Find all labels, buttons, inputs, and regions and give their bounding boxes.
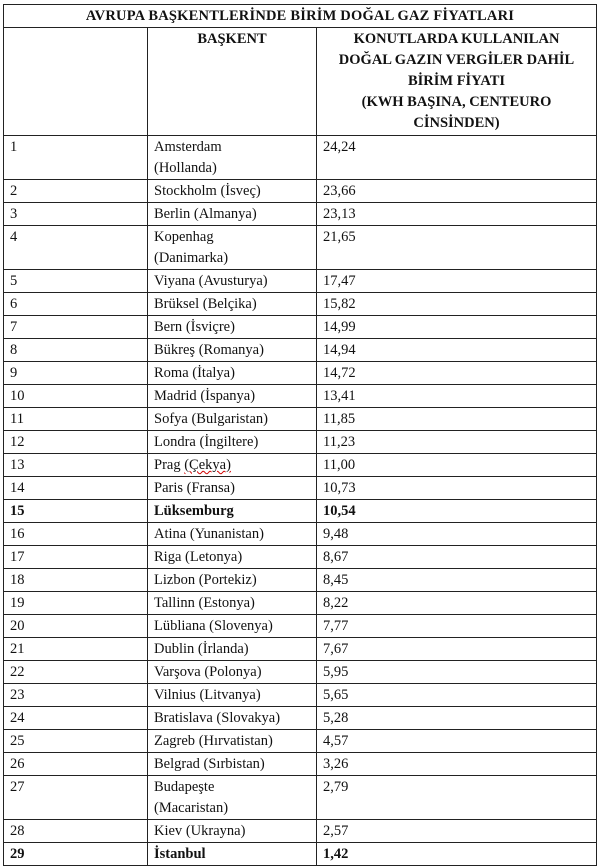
price-cell: 8,67: [317, 546, 597, 569]
capital-cell: [148, 776, 317, 820]
capital-cell: [148, 820, 317, 843]
country-name: (İsviçre): [185, 319, 235, 335]
rank-cell: 25: [4, 730, 148, 753]
capital-name: Bratislava: [154, 710, 213, 726]
capital-cell: [148, 339, 317, 362]
country-name: (İrlanda): [197, 641, 249, 657]
capital-name: Roma: [154, 365, 189, 381]
capital-cell: [148, 592, 317, 615]
capital-cell: [148, 753, 317, 776]
header-row: [4, 28, 597, 136]
capital-name: Bükreş: [154, 342, 196, 358]
price-cell: 11,85: [317, 408, 597, 431]
capital-cell: [148, 431, 317, 454]
table-row: [4, 339, 597, 362]
price-cell: 7,67: [317, 638, 597, 661]
table-row: [4, 316, 597, 339]
table-row: [4, 203, 597, 226]
gas-price-table: [3, 4, 597, 866]
country-name: (Slovakya): [216, 710, 281, 726]
capital-name: Lüksemburg: [154, 503, 234, 519]
header-price-line: (KWH BAŞINA, CENTEURO: [361, 94, 552, 110]
price-cell: 14,94: [317, 339, 597, 362]
capital-cell: [148, 270, 317, 293]
table-body: [4, 136, 597, 866]
header-capital: BAŞKENT: [148, 28, 317, 136]
price-cell: 2,57: [317, 820, 597, 843]
header-price-line: DOĞAL GAZIN VERGİLER DAHİL: [338, 52, 575, 68]
rank-cell: 29: [4, 843, 148, 866]
price-cell: 9,48: [317, 523, 597, 546]
capital-cell: [148, 638, 317, 661]
capital-cell: [148, 477, 317, 500]
price-cell: 5,65: [317, 684, 597, 707]
country-name: (Almanya): [193, 206, 257, 222]
table-row: [4, 500, 597, 523]
capital-cell: [148, 615, 317, 638]
capital-name: Riga: [154, 549, 182, 565]
rank-cell: 22: [4, 661, 148, 684]
capital-cell: [148, 500, 317, 523]
rank-cell: 18: [4, 569, 148, 592]
rank-cell: 19: [4, 592, 148, 615]
price-cell: 3,26: [317, 753, 597, 776]
country-name: (Hırvatistan): [198, 733, 273, 749]
capital-cell: [148, 523, 317, 546]
rank-cell: 12: [4, 431, 148, 454]
capital-name: Lizbon: [154, 572, 196, 588]
capital-name: Lübliana: [154, 618, 206, 634]
rank-cell: 3: [4, 203, 148, 226]
table-row: [4, 226, 597, 270]
country-name: (Çekya): [184, 457, 231, 473]
capital-name: Varşova: [154, 664, 201, 680]
table-row: [4, 546, 597, 569]
capital-name: Atina: [154, 526, 187, 542]
country-name: (Fransa): [186, 480, 235, 496]
table-row: [4, 843, 597, 866]
price-cell: 1,42: [317, 843, 597, 866]
price-cell: 13,41: [317, 385, 597, 408]
table-title: AVRUPA BAŞKENTLERİNDE BİRİM DOĞAL GAZ FİYATLARI: [4, 5, 597, 28]
capital-cell: [148, 408, 317, 431]
table-row: [4, 270, 597, 293]
rank-cell: 24: [4, 707, 148, 730]
capital-name: Berlin: [154, 206, 191, 222]
capital-name: Madrid: [154, 388, 197, 404]
price-cell: 5,95: [317, 661, 597, 684]
price-cell: 4,57: [317, 730, 597, 753]
country-name: (Sırbistan): [203, 756, 265, 772]
country-name: (İspanya): [200, 388, 256, 404]
country-name: (Slovenya): [209, 618, 273, 634]
country-name: (Avusturya): [198, 273, 268, 289]
table-row: [4, 684, 597, 707]
price-cell: 5,28: [317, 707, 597, 730]
capital-name: Kiev: [154, 823, 183, 839]
table-row: [4, 730, 597, 753]
table-row: [4, 431, 597, 454]
capital-cell: [148, 454, 317, 477]
capital-cell: [148, 180, 317, 203]
rank-cell: 15: [4, 500, 148, 523]
capital-cell: [148, 730, 317, 753]
rank-cell: 2: [4, 180, 148, 203]
price-cell: 11,23: [317, 431, 597, 454]
price-cell: 14,99: [317, 316, 597, 339]
country-name: (Estonya): [198, 595, 255, 611]
country-name: (Romanya): [198, 342, 264, 358]
rank-cell: 7: [4, 316, 148, 339]
header-price: [317, 28, 597, 136]
rank-cell: 23: [4, 684, 148, 707]
country-name: (Yunanistan): [189, 526, 264, 542]
header-price-line: KONUTLARDA KULLANILAN: [353, 31, 560, 47]
rank-cell: 26: [4, 753, 148, 776]
table-row: [4, 136, 597, 180]
capital-cell: [148, 569, 317, 592]
price-cell: 24,24: [317, 136, 597, 180]
price-cell: 21,65: [317, 226, 597, 270]
price-cell: 8,22: [317, 592, 597, 615]
rank-cell: 5: [4, 270, 148, 293]
rank-cell: 17: [4, 546, 148, 569]
country-name: (Belçika): [202, 296, 257, 312]
capital-cell: [148, 203, 317, 226]
capital-name: Budapeşte: [154, 779, 215, 795]
table-row: [4, 753, 597, 776]
capital-cell: [148, 684, 317, 707]
table-row: [4, 180, 597, 203]
price-cell: 10,73: [317, 477, 597, 500]
price-cell: 11,00: [317, 454, 597, 477]
rank-cell: 27: [4, 776, 148, 820]
capital-cell: [148, 226, 317, 270]
price-cell: 10,54: [317, 500, 597, 523]
rank-cell: 1: [4, 136, 148, 180]
price-cell: 2,79: [317, 776, 597, 820]
country-name: (Ukrayna): [185, 823, 246, 839]
capital-cell: [148, 661, 317, 684]
country-name: (Macaristan): [154, 800, 229, 816]
table-row: [4, 454, 597, 477]
capital-name: İstanbul: [154, 846, 206, 862]
capital-cell: [148, 362, 317, 385]
price-cell: 14,72: [317, 362, 597, 385]
price-cell: 8,45: [317, 569, 597, 592]
capital-cell: [148, 316, 317, 339]
capital-cell: [148, 843, 317, 866]
price-cell: 23,13: [317, 203, 597, 226]
country-name: (Danimarka): [154, 250, 229, 266]
rank-cell: 9: [4, 362, 148, 385]
table-row: [4, 293, 597, 316]
capital-name: Zagreb: [154, 733, 196, 749]
capital-name: Londra: [154, 434, 196, 450]
capital-name: Kopenhag: [154, 229, 214, 245]
capital-name: Dublin: [154, 641, 195, 657]
country-name: (İngiltere): [199, 434, 259, 450]
capital-name: Stockholm: [154, 183, 217, 199]
price-cell: 7,77: [317, 615, 597, 638]
rank-cell: 11: [4, 408, 148, 431]
country-name: (Letonya): [185, 549, 243, 565]
table-row: [4, 362, 597, 385]
country-name: (Portekiz): [198, 572, 257, 588]
document-page: [3, 4, 597, 866]
price-cell: 17,47: [317, 270, 597, 293]
rank-cell: 16: [4, 523, 148, 546]
capital-cell: [148, 293, 317, 316]
table-row: [4, 661, 597, 684]
header-price-line: CİNSİNDEN): [413, 115, 500, 131]
capital-name: Viyana: [154, 273, 196, 289]
table-row: [4, 523, 597, 546]
capital-cell: [148, 546, 317, 569]
header-rank: [4, 28, 148, 136]
country-name: (Bulgaristan): [191, 411, 268, 427]
country-name: (İtalya): [192, 365, 235, 381]
table-row: [4, 385, 597, 408]
capital-cell: [148, 707, 317, 730]
rank-cell: 4: [4, 226, 148, 270]
rank-cell: 14: [4, 477, 148, 500]
capital-cell: [148, 385, 317, 408]
capital-name: Belgrad: [154, 756, 200, 772]
table-row: [4, 615, 597, 638]
table-row: [4, 707, 597, 730]
price-cell: 23,66: [317, 180, 597, 203]
capital-name: Brüksel: [154, 296, 200, 312]
table-row: [4, 592, 597, 615]
rank-cell: 13: [4, 454, 148, 477]
country-name: (İsveç): [220, 183, 261, 199]
rank-cell: 10: [4, 385, 148, 408]
country-name: (Polonya): [204, 664, 262, 680]
table-row: [4, 638, 597, 661]
capital-name: Prag: [154, 457, 181, 473]
country-name: (Litvanya): [199, 687, 261, 703]
price-cell: 15,82: [317, 293, 597, 316]
capital-name: Tallinn: [154, 595, 195, 611]
capital-cell: [148, 136, 317, 180]
capital-name: Bern: [154, 319, 183, 335]
rank-cell: 6: [4, 293, 148, 316]
rank-cell: 20: [4, 615, 148, 638]
capital-name: Vilnius: [154, 687, 196, 703]
table-row: [4, 776, 597, 820]
rank-cell: 28: [4, 820, 148, 843]
table-row: [4, 569, 597, 592]
capital-name: Sofya: [154, 411, 188, 427]
header-price-line: BİRİM FİYATI: [407, 73, 506, 89]
country-name: (Hollanda): [154, 160, 217, 176]
table-row: [4, 477, 597, 500]
table-row: [4, 820, 597, 843]
rank-cell: 8: [4, 339, 148, 362]
capital-name: Amsterdam: [154, 139, 222, 155]
capital-name: Paris: [154, 480, 183, 496]
table-row: [4, 408, 597, 431]
rank-cell: 21: [4, 638, 148, 661]
